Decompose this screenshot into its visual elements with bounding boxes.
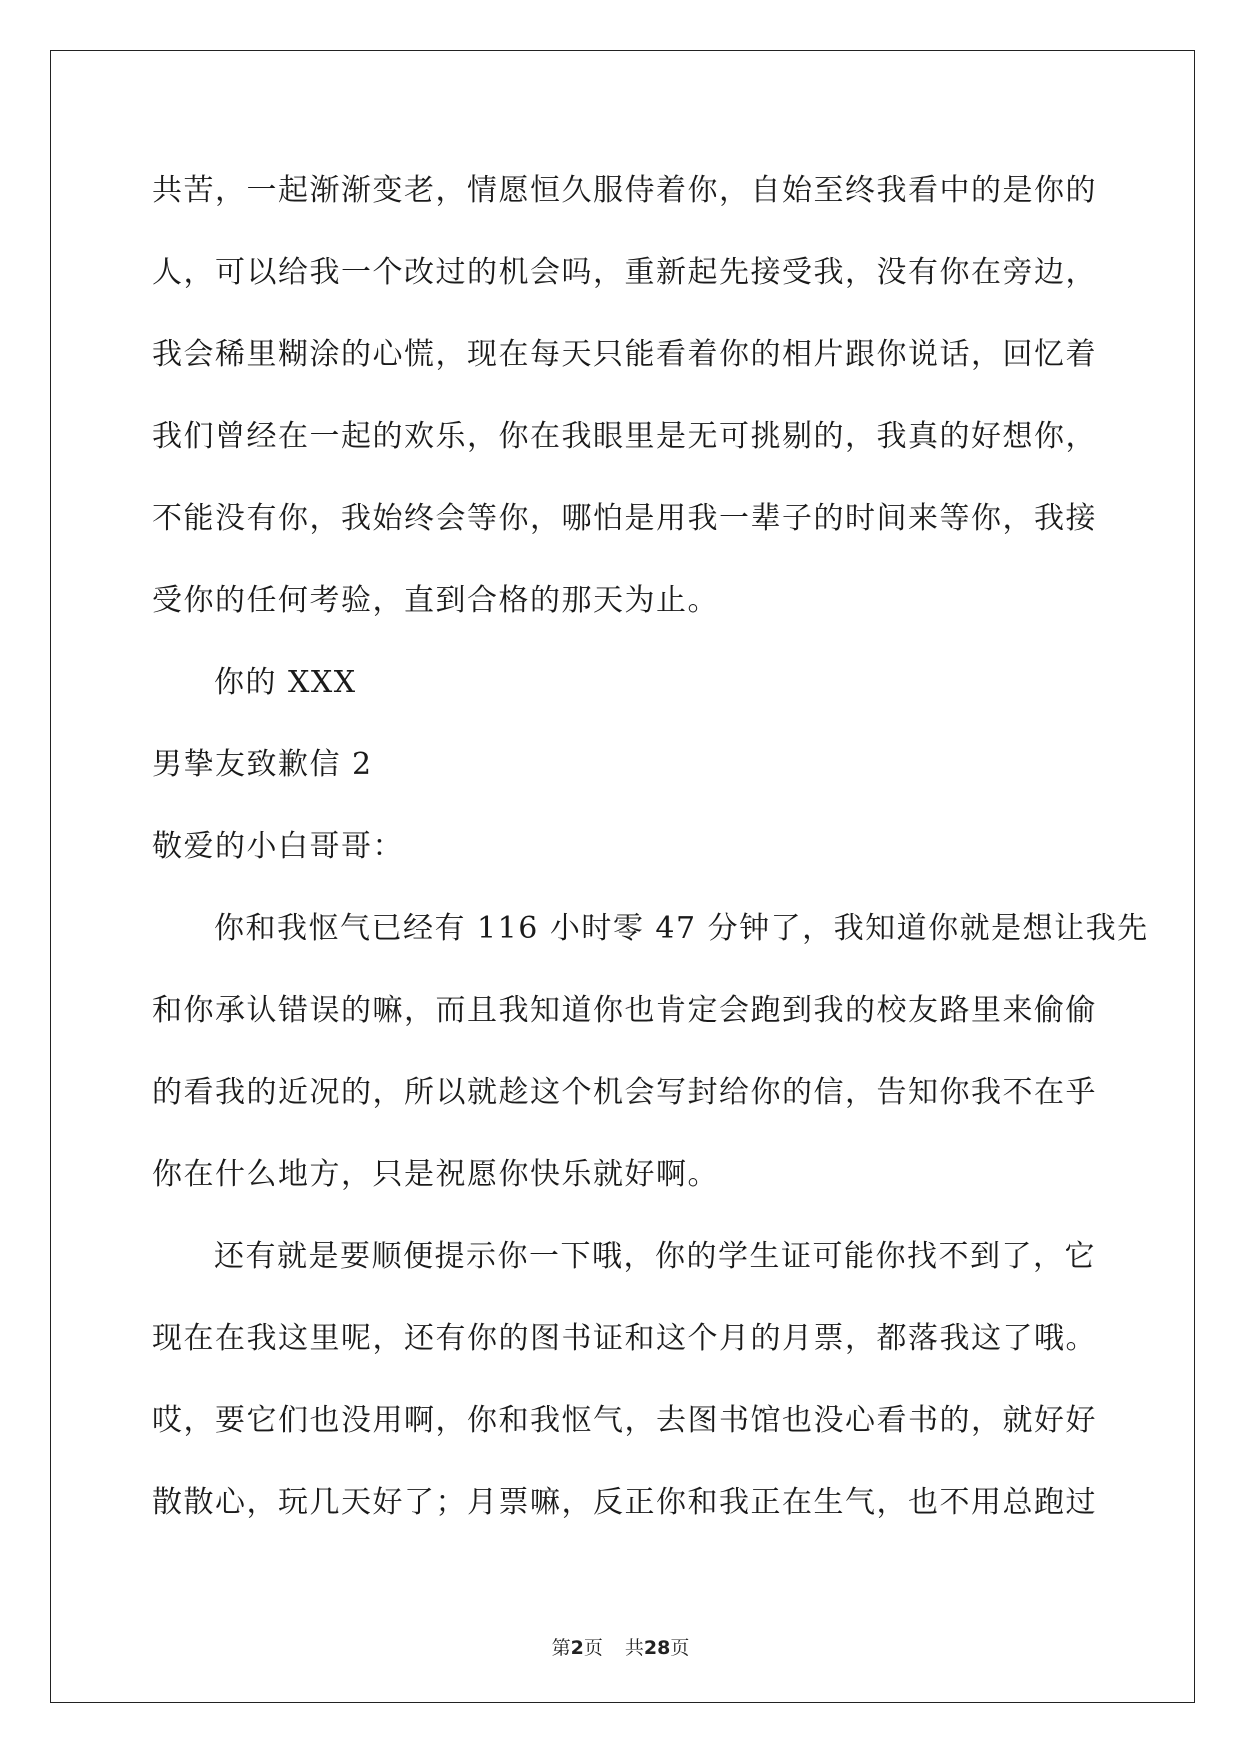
text-line: 你在什么地方，只是祝愿你快乐就好啊。 [152, 1157, 719, 1192]
signature-line: 你的 XXX [214, 665, 357, 700]
text-line: 受你的任何考验，直到合格的那天为止。 [152, 583, 719, 618]
text-line: 还有就是要顺便提示你一下哦，你的学生证可能你找不到了，它 [214, 1239, 1096, 1274]
text-line: 不能没有你，我始终会等你，哪怕是用我一辈子的时间来等你，我接 [152, 501, 1097, 536]
text-line: 我会稀里糊涂的心慌，现在每天只能看着你的相片跟你说话，回忆着 [152, 337, 1097, 372]
document-body [152, 164, 1149, 1558]
section-heading: 男挚友致歉信 2 [152, 747, 373, 782]
text-line: 我们曾经在一起的欢乐，你在我眼里是无可挑剔的，我真的好想你， [152, 419, 1097, 454]
page-prefix: 第 [551, 1637, 571, 1659]
total-pages: 28 [643, 1637, 671, 1659]
text-line: 共苦，一起渐渐变老，情愿恒久服侍着你，自始至终我看中的是你的 [152, 173, 1097, 208]
page-footer [0, 1633, 1241, 1660]
total-prefix: 共 [624, 1637, 644, 1659]
total-suffix: 页 [670, 1637, 690, 1659]
text-line: 哎，要它们也没用啊，你和我怄气，去图书馆也没心看书的，就好好 [152, 1403, 1097, 1438]
text-line: 散散心，玩几天好了；月票嘛，反正你和我正在生气，也不用总跑过 [152, 1485, 1097, 1520]
text-line: 的看我的近况的，所以就趁这个机会写封给你的信，告知你我不在乎 [152, 1075, 1097, 1110]
salutation: 敬爱的小白哥哥： [152, 829, 404, 864]
text-line: 现在在我这里呢，还有你的图书证和这个月的月票，都落我这了哦。 [152, 1321, 1097, 1356]
page-number: 2 [570, 1637, 584, 1659]
text-line: 和你承认错误的嘛，而且我知道你也肯定会跑到我的校友路里来偷偷 [152, 993, 1097, 1028]
text-line: 你和我怄气已经有 116 小时零 47 分钟了，我知道你就是想让我先 [214, 911, 1149, 946]
text-line: 人，可以给我一个改过的机会吗，重新起先接受我，没有你在旁边， [152, 255, 1097, 290]
page-suffix: 页 [583, 1637, 603, 1659]
